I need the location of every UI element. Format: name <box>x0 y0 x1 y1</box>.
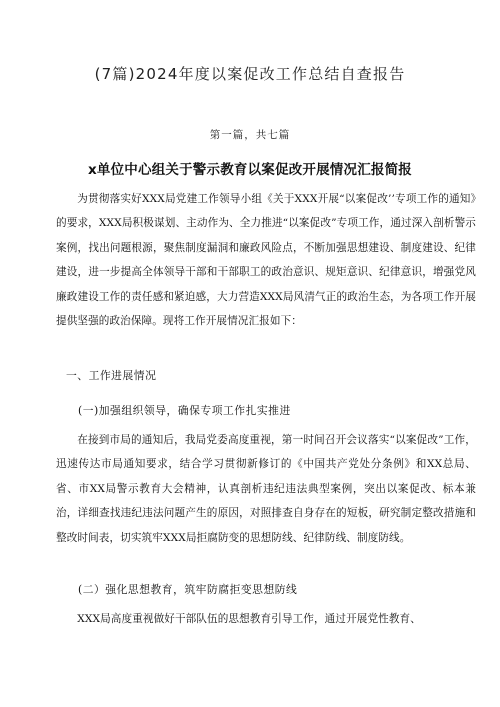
section-label: 第一篇，共七篇 <box>209 129 291 141</box>
paragraph-2: 在接到市局的通知后，我局党委高度重视，第一时间召开会议落实“以案促改”工作，迅速传达市局通知要求，结合学习贯彻新修订的《中国共产党处分条例》和XX总局、省、市XX局警示教育大会精神，认真剖析违纪违法典型案例，突出以案促改、标本兼治，详细查找违纪违法问题产生的原因，对照排查自身存在的短板，研究制定整改措施和整改时间表，切实筑牢XXX局拒腐防变的思想防线、纪律防线、制度防线。 <box>56 434 476 544</box>
subsection-heading-2: (二）强化思想教育，筑牢防腐拒变思想防线 <box>78 583 298 596</box>
article-title: x单位中心组关于警示教育以案促改开展情况汇报简报 <box>87 162 412 178</box>
subsection-heading-1: (一)加强组织领导，确保专项工作扎实推进 <box>78 404 291 417</box>
paragraph-3: XXX局高度重视做好干部队伍的思想教育引导工作，通过开展党性教育、 <box>77 613 421 625</box>
intro-paragraph: 为贯彻落实好XXX局党建工作领导小组《关于XXX开展“以案促改’’专项工作的通知》的要求，XXX局积极谋划、主动作为、全力推进“以案促改”专项工作，通过深入剖析警示案例，找出问题根源，聚焦制度漏洞和廉政风险点，不断加强思想建设、制度建设、纪律建设，进一步提高全体领导干部和干部职工的政治意识、规矩意识、纪律意识，增强党风廉政建设工作的责任感和紧迫感，大力营造XXX局风清气正的政治生态，为各项工作开展提供坚强的政治保障。现将工作开展情况汇报如下： <box>56 193 476 328</box>
document-title: (7篇)2024年度以案促改工作总结自查报告 <box>94 65 406 83</box>
section-heading-1: 一、工作进展情况 <box>66 369 157 382</box>
